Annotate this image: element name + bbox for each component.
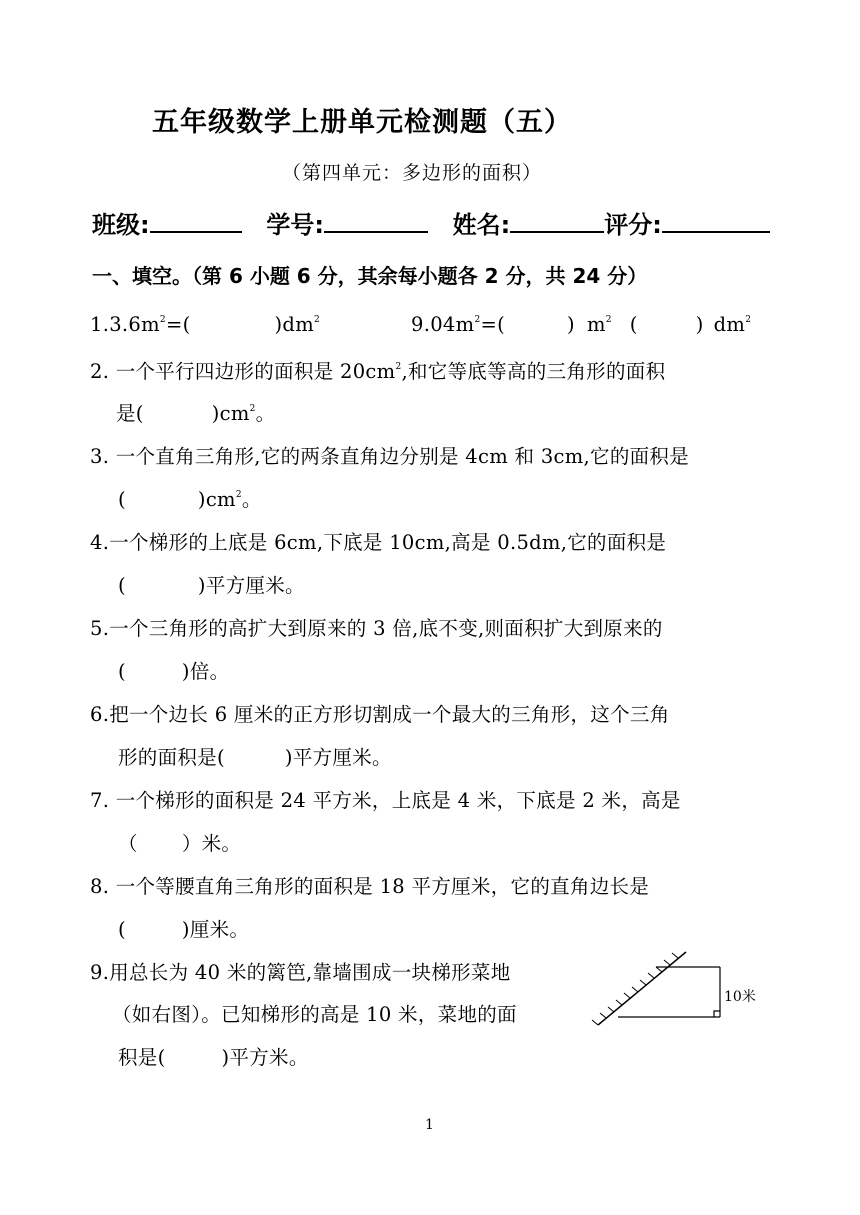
question-9-line-3: 积是( )平方米。 xyxy=(118,1046,309,1069)
question-9-line-2: （如右图）。已知梯形的高是 10 米，菜地的面 xyxy=(112,1003,517,1026)
question-3-line-1: 3. 一个直角三角形,它的两条直角边分别是 4cm 和 3cm,它的面积是 xyxy=(90,445,690,468)
question-6-line-2: 形的面积是( )平方厘米。 xyxy=(118,746,392,769)
q1-part-b: $9.04m^2=$( ) $m^2$ ( ) $dm^2$ xyxy=(411,313,752,336)
question-8-line-2: ( )厘米。 xyxy=(118,918,250,941)
fence-outline xyxy=(618,967,720,1017)
score-field[interactable] xyxy=(662,207,770,233)
page-number: 1 xyxy=(425,1117,434,1133)
question-3-line-2: ( )$cm^2$。 xyxy=(118,488,262,511)
question-6-line-1: 6.把一个边长 6 厘米的正方形切割成一个最大的三角形，这个三角 xyxy=(90,703,670,726)
class-field[interactable] xyxy=(150,207,242,233)
section-heading: 一、填空。（第 6 小题 6 分，其余每小题各 2 分，共 24 分） xyxy=(92,264,648,288)
question-4-line-1: 4.一个梯形的上底是 6cm,下底是 10cm,高是 0.5dm,它的面积是 xyxy=(90,531,667,554)
trapezoid-garden-figure xyxy=(590,950,790,1030)
name-field[interactable] xyxy=(510,207,604,233)
question-8-line-1: 8. 一个等腰直角三角形的面积是 18 平方厘米，它的直角边长是 xyxy=(90,875,650,898)
question-2-line-1: 2. 一个平行四边形的面积是 $20cm^2$,和它等底等高的三角形的面积 xyxy=(90,360,666,383)
question-5-line-2: ( )倍。 xyxy=(118,660,230,683)
question-7-line-2: （ ）米。 xyxy=(118,832,242,855)
student-id-field[interactable] xyxy=(324,207,428,233)
question-7-line-1: 7. 一个梯形的面积是 24 平方米，上底是 4 米，下底是 2 米，高是 xyxy=(90,789,681,812)
question-9-line-1: 9.用总长为 40 米的篱笆,靠墙围成一块梯形菜地 xyxy=(90,961,511,984)
class-label: 班级: xyxy=(92,211,150,239)
name-label: 姓名: xyxy=(452,211,511,239)
page-title: 五年级数学上册单元检测题（五） xyxy=(152,107,572,138)
student-info-line xyxy=(92,205,770,240)
score-label: 评分: xyxy=(604,211,662,239)
q1-part-a: $1.3.6m^2=$( )$dm^2$ xyxy=(90,313,321,336)
question-2-line-2: 是( )$cm^2$。 xyxy=(116,402,276,425)
question-1 xyxy=(90,313,751,336)
wall-hatching xyxy=(592,952,686,1025)
height-label: 10米 xyxy=(724,989,756,1005)
question-4-line-2: ( )平方厘米。 xyxy=(118,574,305,597)
student-id-label: 学号: xyxy=(266,211,324,239)
question-5-line-1: 5.一个三角形的高扩大到原来的 3 倍,底不变,则面积扩大到原来的 xyxy=(90,617,663,640)
page-subtitle: （第四单元：多边形的面积） xyxy=(282,162,543,184)
